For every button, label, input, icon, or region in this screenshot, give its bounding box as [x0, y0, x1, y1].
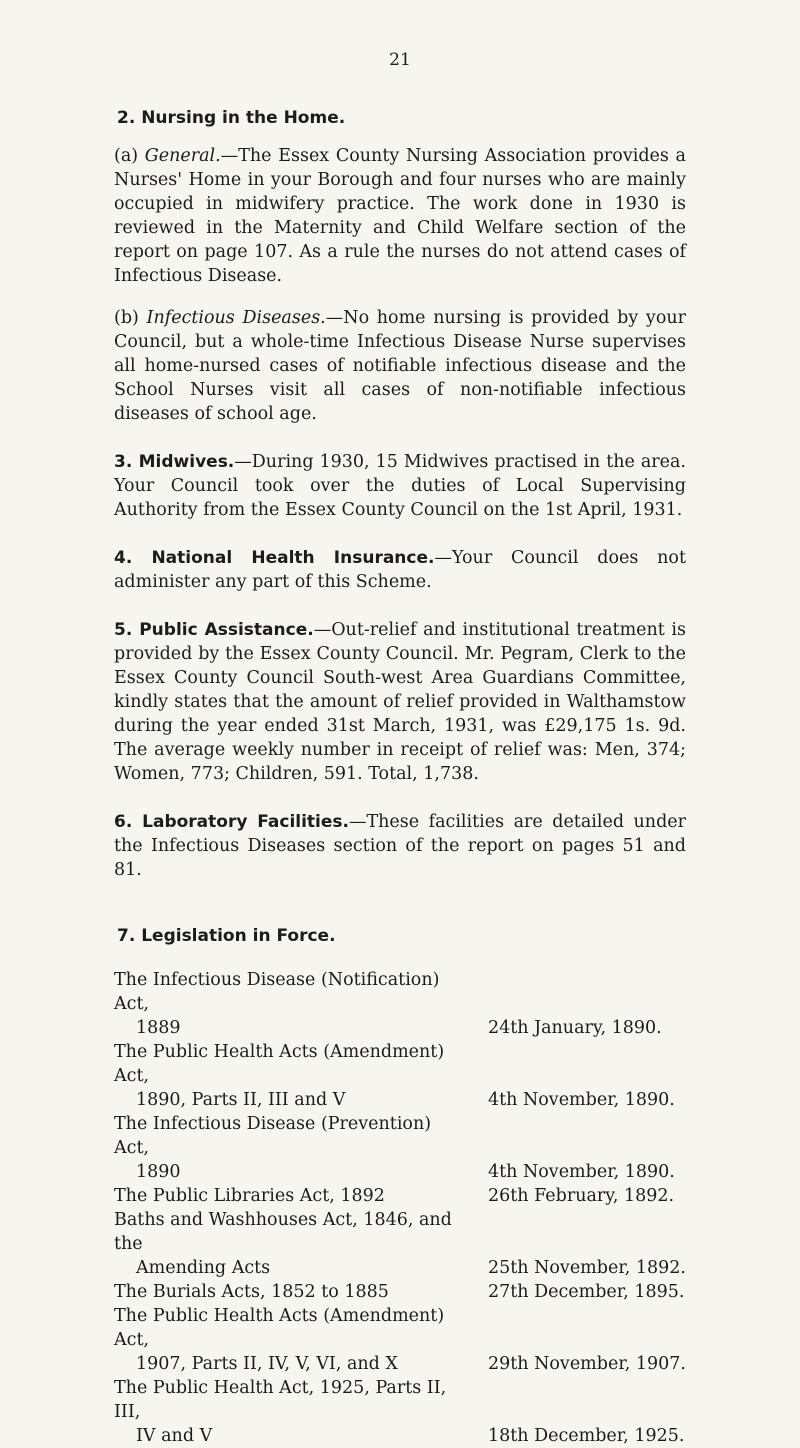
act-date-cell: 18th December, 1925.	[487, 1426, 685, 1446]
legislation-row	[114, 1376, 686, 1448]
act-name-line1: The Public Libraries Act, 1892	[114, 1186, 385, 1206]
legislation-row	[114, 1208, 686, 1280]
act-name-line2: Amending Acts	[136, 1258, 271, 1278]
legislation-table	[114, 968, 686, 1448]
legislation-row	[114, 1184, 686, 1208]
section-2b-label: (b)	[114, 308, 139, 328]
section-2a-label: (a)	[114, 146, 139, 166]
section-4-heading: 4. National Health Insurance.	[114, 548, 435, 568]
act-name-line2: IV and V	[136, 1426, 213, 1446]
act-name-cell	[114, 1040, 458, 1112]
section-2a-text: —The Essex County Nursing Association provides a Nurses' Home in your Borough and four nurses who are mainly occupied in midwifery practice. The work done in 1930 is reviewed in the Maternity and Child Welfare section of the report on page 107. As a rule the nurses do not attend cases of Infectious Disease.	[114, 146, 686, 286]
section-2a-paragraph	[114, 144, 686, 288]
act-date-cell: 27th December, 1895.	[487, 1282, 685, 1302]
act-date-cell: 24th January, 1890.	[487, 1018, 662, 1038]
section-2b-italic-title: Infectious Diseases.	[146, 308, 326, 328]
section-2b-text: —No home nursing is provided by your Council, but a whole-time Infectious Disease Nurse supervises all home-nursed cases of notifiable infectious disease and the School Nurses visit all cases of non-notifiable infectious diseases of school age.	[114, 308, 686, 424]
page-number: 21	[389, 50, 411, 70]
section-6-heading: 6. Laboratory Facilities.	[114, 812, 349, 832]
act-name-line1: Baths and Washhouses Act, 1846, and the	[114, 1210, 452, 1254]
act-name-line2: 1890	[136, 1162, 181, 1182]
section-3-heading: 3. Midwives.	[114, 452, 235, 472]
legislation-row	[114, 968, 686, 1040]
act-name-line1: The Public Health Act, 1925, Parts II, III,	[114, 1378, 447, 1422]
section-2b-paragraph	[114, 306, 686, 426]
legislation-row	[114, 1280, 686, 1304]
act-date-cell: 29th November, 1907.	[487, 1354, 686, 1374]
legislation-row	[114, 1112, 686, 1184]
act-name-line2: 1890, Parts II, III and V	[136, 1090, 346, 1110]
act-date-cell: 25th November, 1892.	[487, 1258, 686, 1278]
section-7-heading: 7. Legislation in Force.	[117, 926, 336, 946]
act-name-cell	[114, 1184, 458, 1208]
act-name-cell	[114, 968, 458, 1040]
act-name-cell	[114, 1208, 458, 1280]
act-name-cell	[114, 1112, 458, 1184]
act-name-line1: The Infectious Disease (Prevention) Act,	[114, 1114, 432, 1158]
act-date-cell: 4th November, 1890.	[487, 1162, 675, 1182]
act-name-line1: The Public Health Acts (Amendment) Act,	[114, 1042, 445, 1086]
act-name-line2: 1907, Parts II, IV, V, VI, and X	[136, 1354, 398, 1374]
section-5-heading: 5. Public Assistance.	[114, 620, 314, 640]
section-2-heading: 2. Nursing in the Home.	[117, 108, 346, 128]
page-content	[114, 106, 686, 1448]
section-5-text: —Out-relief and institutional treatment is provided by the Essex County Council. Mr. Pegram, Clerk to the Essex County Council South-west Area Guardians Committee, kindly states that the amount of relief provided in Walthamstow during the year ended 31st March, 1931, was £29,175 1s. 9d. The average weekly number in receipt of relief was: Men, 374; Women, 773; Children, 591. Total, 1,738.	[114, 620, 686, 784]
act-date-cell: 26th February, 1892.	[487, 1186, 675, 1206]
act-name-line1: The Public Health Acts (Amendment) Act,	[114, 1306, 445, 1350]
section-6-text: —These facilities are detailed under the Infectious Diseases section of the report on pages 51 and 81.	[114, 812, 686, 880]
act-name-cell	[114, 1304, 458, 1376]
legislation-row	[114, 1040, 686, 1112]
act-name-line2: 1889	[136, 1018, 181, 1038]
act-date-cell: 4th November, 1890.	[487, 1090, 675, 1110]
act-name-line1: The Burials Acts, 1852 to 1885	[114, 1282, 389, 1302]
section-4-text: —Your Council does not administer any part of this Scheme.	[114, 548, 686, 592]
section-3-text: —During 1930, 15 Midwives practised in the area. Your Council took over the duties of Local Supervising Authority from the Essex County Council on the 1st April, 1931.	[114, 452, 686, 520]
section-3-paragraph	[114, 450, 686, 522]
section-2a-italic-title: General.	[144, 146, 221, 166]
act-name-cell	[114, 1280, 458, 1304]
section-4-paragraph	[114, 546, 686, 594]
act-name-cell	[114, 1376, 458, 1448]
section-6-paragraph	[114, 810, 686, 882]
section-5-paragraph	[114, 618, 686, 786]
legislation-row	[114, 1304, 686, 1376]
act-name-line1: The Infectious Disease (Notification) Act,	[114, 970, 440, 1014]
